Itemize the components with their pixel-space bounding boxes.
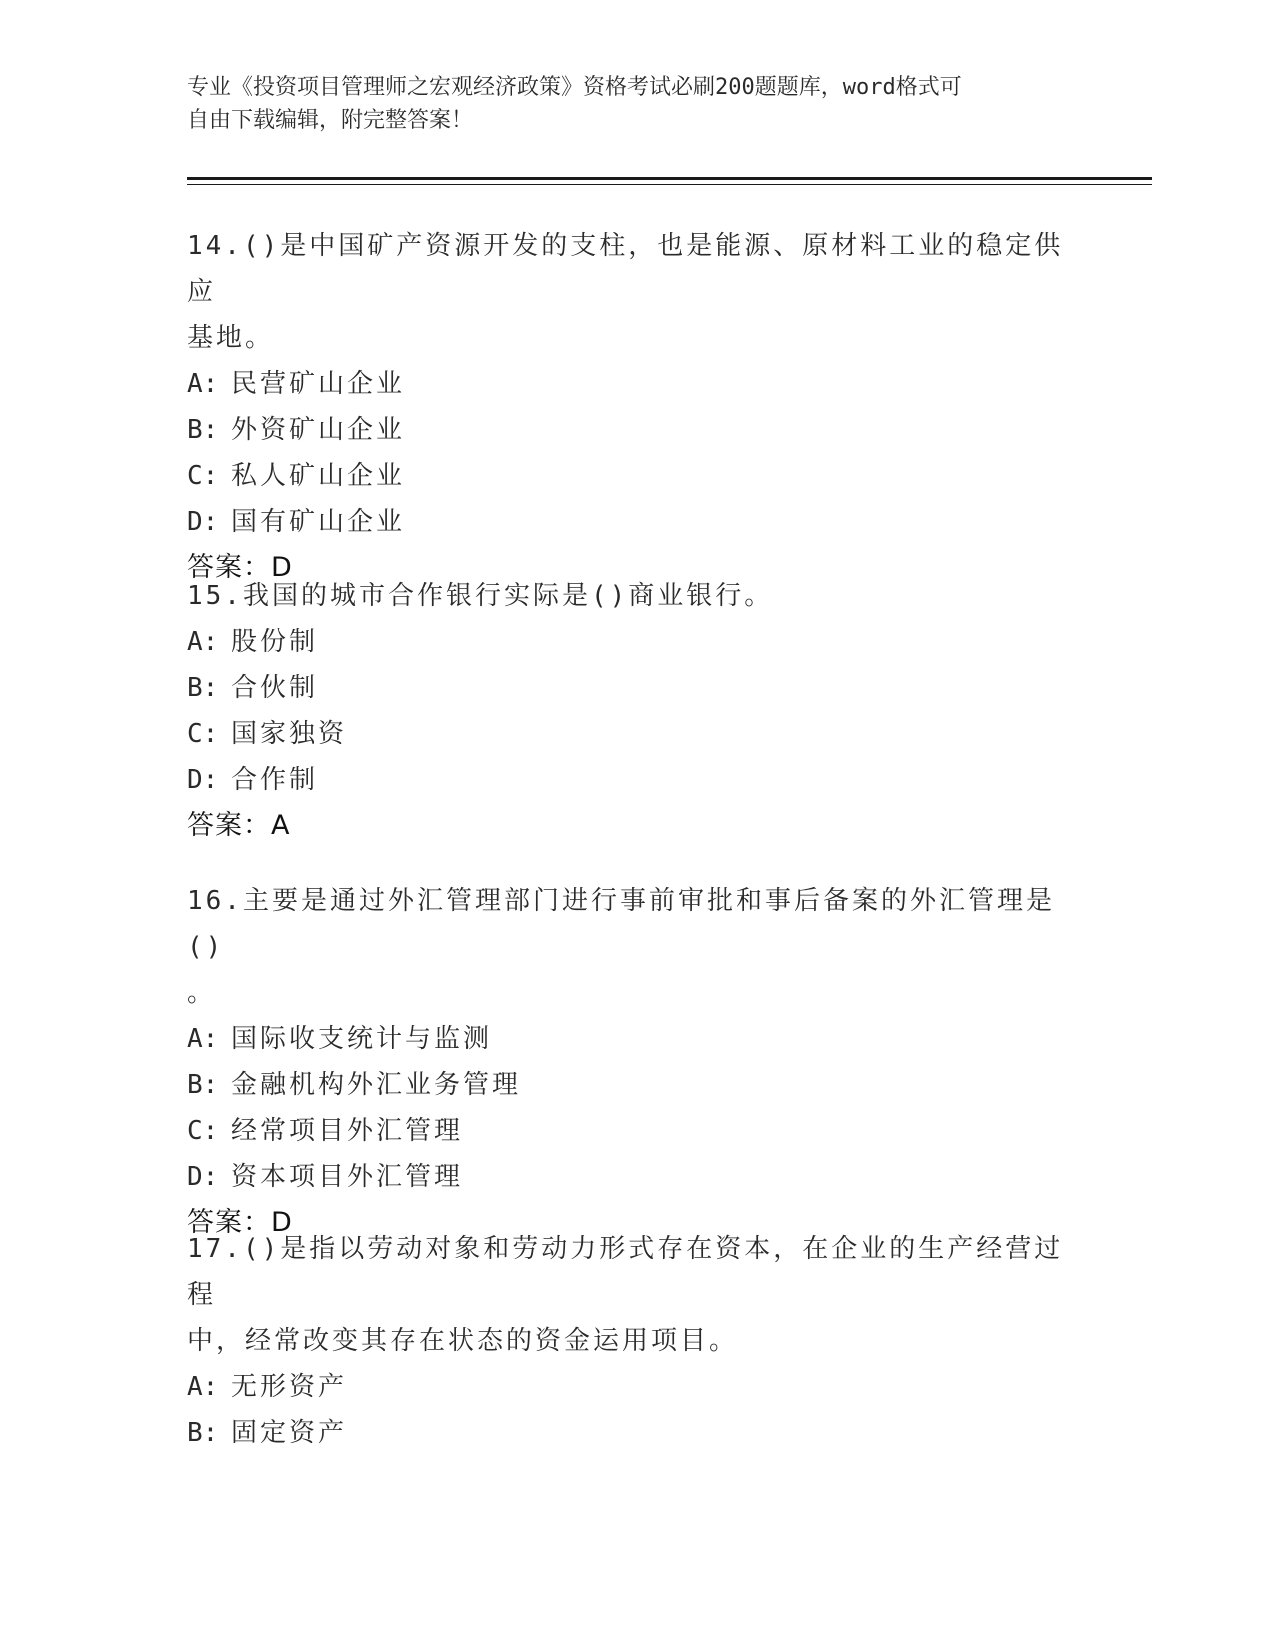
option-a bbox=[187, 619, 1067, 665]
option-b bbox=[187, 665, 1067, 711]
option-text: 无形资产 bbox=[231, 1372, 348, 1402]
option-b bbox=[187, 1410, 1067, 1456]
question-text-line-1: 14.()是中国矿产资源开发的支柱，也是能源、原材料工业的稳定供应 bbox=[187, 231, 1064, 307]
option-text: 私人矿山企业 bbox=[231, 461, 406, 491]
question-text-line-1: 15.我国的城市合作银行实际是()商业银行。 bbox=[187, 581, 774, 611]
question-text-line-1: 16.主要是通过外汇管理部门进行事前审批和事后备案的外汇管理是() bbox=[187, 886, 1055, 962]
option-letter: B: bbox=[187, 1418, 219, 1448]
option-d bbox=[187, 499, 1067, 545]
option-text: 合伙制 bbox=[231, 673, 319, 703]
option-letter: C: bbox=[187, 719, 219, 749]
question-text-line-2: 基地。 bbox=[187, 323, 275, 353]
option-c bbox=[187, 453, 1067, 499]
question-text-line-2: 中，经常改变其存在状态的资金运用项目。 bbox=[187, 1326, 739, 1356]
option-letter: B: bbox=[187, 1070, 219, 1100]
option-text: 国有矿山企业 bbox=[231, 507, 406, 537]
option-text: 固定资产 bbox=[231, 1418, 348, 1448]
option-c bbox=[187, 1108, 1067, 1154]
header-line-1: 专业《投资项目管理师之宏观经济政策》资格考试必刷200题题库，word格式可 bbox=[187, 75, 962, 100]
option-letter: A: bbox=[187, 369, 219, 399]
answer-label: 答案： bbox=[187, 810, 271, 841]
option-text: 金融机构外汇业务管理 bbox=[231, 1070, 522, 1100]
answer-label: 答案： bbox=[187, 1207, 271, 1238]
question-17 bbox=[187, 1226, 1067, 1456]
option-a bbox=[187, 1016, 1067, 1062]
option-letter: B: bbox=[187, 673, 219, 703]
option-letter: B: bbox=[187, 415, 219, 445]
option-text: 民营矿山企业 bbox=[231, 369, 406, 399]
option-letter: A: bbox=[187, 1024, 219, 1054]
answer-value: D bbox=[271, 1207, 292, 1238]
option-text: 资本项目外汇管理 bbox=[231, 1162, 464, 1192]
option-letter: D: bbox=[187, 1162, 219, 1192]
option-text: 国家独资 bbox=[231, 719, 348, 749]
option-c bbox=[187, 711, 1067, 757]
answer-label: 答案： bbox=[187, 552, 271, 583]
option-letter: A: bbox=[187, 1372, 219, 1402]
option-text: 合作制 bbox=[231, 765, 319, 795]
option-a bbox=[187, 1364, 1067, 1410]
option-b bbox=[187, 407, 1067, 453]
option-letter: A: bbox=[187, 627, 219, 657]
option-letter: D: bbox=[187, 765, 219, 795]
question-14 bbox=[187, 223, 1067, 591]
document-header bbox=[187, 71, 1067, 137]
option-text: 股份制 bbox=[231, 627, 319, 657]
question-16 bbox=[187, 878, 1067, 1246]
option-letter: C: bbox=[187, 1116, 219, 1146]
option-letter: C: bbox=[187, 461, 219, 491]
answer-value: D bbox=[271, 552, 292, 583]
option-d bbox=[187, 757, 1067, 803]
answer-value: A bbox=[271, 810, 290, 841]
option-letter: D: bbox=[187, 507, 219, 537]
question-text-line-1: 17.()是指以劳动对象和劳动力形式存在资本，在企业的生产经营过程 bbox=[187, 1234, 1064, 1310]
option-text: 外资矿山企业 bbox=[231, 415, 406, 445]
header-divider-thin bbox=[187, 184, 1152, 185]
option-text: 国际收支统计与监测 bbox=[231, 1024, 493, 1054]
option-text: 经常项目外汇管理 bbox=[231, 1116, 464, 1146]
option-b bbox=[187, 1062, 1067, 1108]
question-15 bbox=[187, 573, 1067, 849]
question-text-line-2: 。 bbox=[187, 978, 217, 1008]
option-d bbox=[187, 1154, 1067, 1200]
header-line-2: 自由下载编辑，附完整答案！ bbox=[187, 108, 474, 133]
option-a bbox=[187, 361, 1067, 407]
answer-line bbox=[187, 803, 1067, 849]
header-divider-thick bbox=[187, 177, 1152, 180]
